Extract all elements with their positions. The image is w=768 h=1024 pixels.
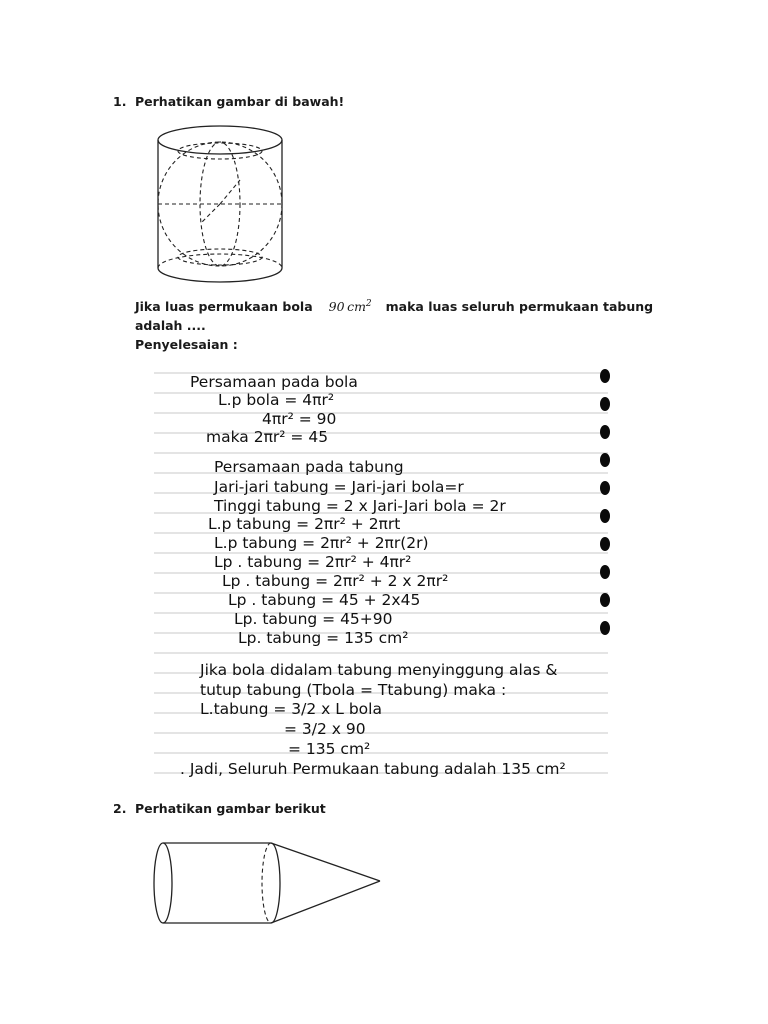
- hw-line: Lp. tabung = 135 cm²: [238, 629, 409, 647]
- problem-2-heading: [113, 801, 326, 816]
- hw-line: Persamaan pada tabung: [214, 458, 404, 476]
- hw-line: Persamaan pada bola: [190, 373, 358, 391]
- hw-line: Jika bola didalam tabung menyinggung alas &: [200, 661, 558, 679]
- cylinder-right-back: [262, 843, 271, 923]
- problem-2-prompt: Perhatikan gambar berikut: [135, 801, 326, 816]
- sphere-radius-line: [220, 180, 240, 204]
- cylinder-top-ellipse: [158, 126, 282, 154]
- problem-1-number: 1.: [113, 94, 127, 109]
- solution-label: Penyelesaian :: [135, 337, 238, 353]
- question-text-before: Jika luas permukaan bola: [135, 299, 313, 315]
- cylinder-bottom-back: [158, 254, 282, 268]
- hw-line: Tinggi tabung = 2 x Jari-Jari bola = 2r: [214, 497, 506, 515]
- sphere-in-cylinder-figure: [150, 118, 290, 288]
- hw-line: Lp. tabung = 45+90: [234, 610, 393, 628]
- hw-line: L.p tabung = 2πr² + 2πr(2r): [214, 534, 429, 552]
- hw-line: L.tabung = 3/2 x L bola: [200, 700, 382, 718]
- cylinder-left-ellipse: [154, 843, 172, 923]
- hw-line: L.p bola = 4πr²: [218, 391, 335, 409]
- hw-line: Lp . tabung = 2πr² + 2 x 2πr²: [222, 572, 449, 590]
- hw-line: Lp . tabung = 2πr² + 4πr²: [214, 553, 412, 571]
- area-value: 90 $cm^2$: [328, 299, 372, 315]
- sphere-radius-line-2: [202, 204, 220, 222]
- hw-line: Jari-jari tabung = Jari-jari bola=r: [214, 478, 464, 496]
- hw-line: Lp . tabung = 45 + 2x45: [228, 591, 421, 609]
- cylinder-right-front: [271, 843, 280, 923]
- cone-top-edge: [271, 843, 380, 881]
- cone-bottom-edge: [271, 881, 380, 923]
- hw-line: L.p tabung = 2πr² + 2πrt: [208, 515, 401, 533]
- hw-line: 4πr² = 90: [262, 410, 337, 428]
- hw-line: . Jadi, Seluruh Permukaan tabung adalah 135 cm²: [180, 760, 566, 778]
- problem-1-question: [135, 295, 653, 354]
- problem-1-prompt: Perhatikan gambar di bawah!: [135, 94, 345, 109]
- sphere-top-circle: [178, 143, 262, 159]
- hw-line: = 3/2 x 90: [284, 720, 366, 738]
- handwritten-solution-image: [150, 362, 620, 782]
- question-line-2: adalah ....: [135, 318, 206, 334]
- hw-line: maka 2πr² = 45: [206, 428, 329, 446]
- hw-line: tutup tabung (Tbola = Ttabung) maka :: [200, 681, 507, 699]
- sphere-bottom-circle: [178, 249, 262, 265]
- problem-2-number: 2.: [113, 801, 127, 816]
- problem-1-heading: [113, 94, 344, 109]
- question-text-after: maka luas seluruh permukaan tabung: [385, 299, 654, 315]
- cylinder-cone-figure: [150, 838, 390, 930]
- cylinder-bottom-front: [158, 268, 282, 282]
- hw-line: = 135 cm²: [288, 740, 371, 758]
